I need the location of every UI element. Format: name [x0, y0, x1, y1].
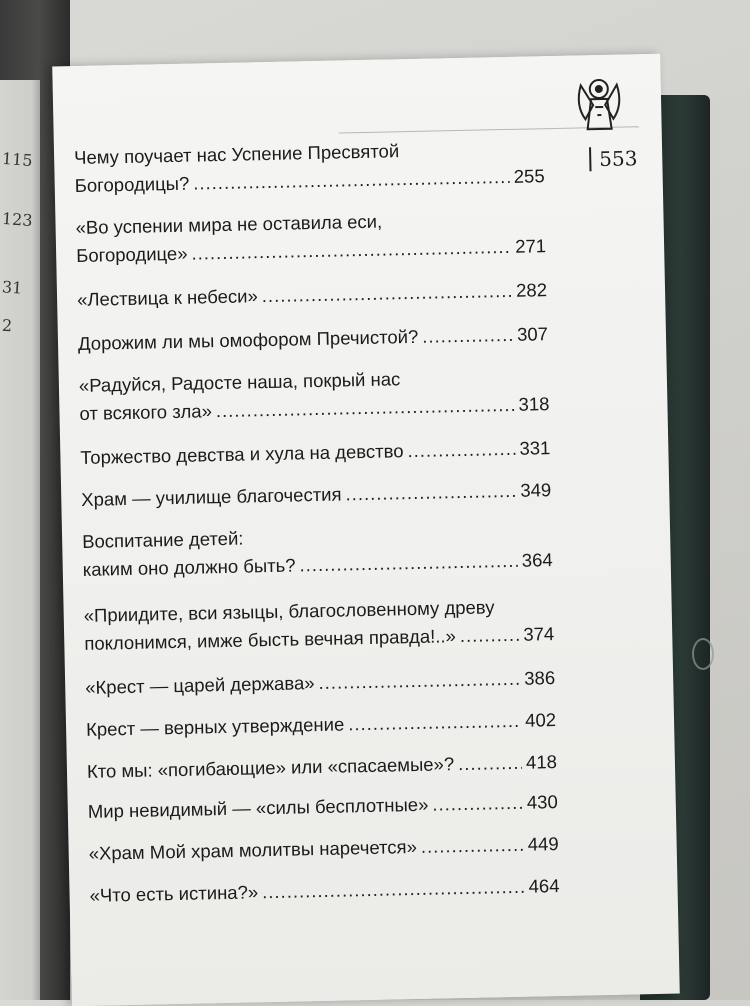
toc-page-number: 271 [514, 235, 547, 257]
toc-entry [81, 476, 551, 514]
toc-title: «Что есть истина?» [89, 881, 259, 906]
toc-page-number: 364 [521, 549, 553, 571]
toc-entry [85, 664, 555, 702]
toc-title: Чему поучает нас Успение Пресвятой [73, 140, 400, 169]
toc-line [77, 276, 547, 314]
leader-dots [422, 321, 513, 351]
toc-title: Мир невидимый — «силы бесплотные» [87, 793, 429, 822]
toc-entry [86, 706, 556, 744]
toc-entry [79, 362, 550, 428]
toc-line [88, 830, 558, 868]
cover-ornament-icon [692, 638, 714, 670]
left-page [0, 80, 40, 1000]
leader-dots [299, 547, 518, 580]
toc-entry [80, 434, 550, 472]
leader-dots [191, 233, 511, 268]
toc-page-number: 307 [516, 323, 549, 345]
toc-title: Торжество девства и хула на девство [80, 440, 404, 468]
toc-page-number: 430 [526, 791, 558, 813]
toc-line [89, 872, 559, 910]
toc-title: от всякого зла» [79, 400, 213, 424]
leader-dots [318, 665, 520, 697]
toc-page-number: 449 [527, 833, 559, 855]
toc-title: «Радуйся, Радосте наша, покрый нас [78, 368, 401, 396]
toc-title: «Приидите, вси языцы, благословенному древу [83, 596, 495, 626]
toc-title: «Лествица к небеси» [76, 285, 259, 310]
leader-dots [216, 391, 515, 425]
toc-entry [88, 830, 558, 868]
toc-title: Богородицы? [74, 172, 190, 197]
toc-title: Воспитание детей: [81, 527, 244, 552]
left-page-number: 2 [1, 315, 13, 336]
toc-page-number: 282 [515, 279, 548, 301]
toc-page-number: 255 [513, 165, 545, 187]
toc-entry [78, 320, 548, 358]
leader-dots [432, 789, 523, 819]
toc-title: каким оно должно быть? [82, 554, 296, 580]
toc-title: Дорожим ли мы омофором Пречистой? [77, 325, 419, 354]
leader-dots [407, 435, 516, 465]
book-page [52, 54, 680, 1006]
toc-line [86, 706, 556, 744]
toc-page-number: 386 [524, 667, 556, 689]
toc-entry [87, 748, 557, 786]
toc-entry [89, 872, 559, 910]
toc-entry [74, 134, 545, 200]
toc-page-number: 464 [528, 875, 560, 897]
toc-page-number: 402 [524, 709, 557, 731]
left-page-number: 115 [1, 148, 34, 171]
toc-line [78, 320, 548, 358]
toc-title: Богородице» [75, 242, 188, 267]
toc-title: Кто мы: «погибающие» или «спасаемые»? [86, 753, 455, 782]
toc-line [80, 434, 550, 472]
page-number: 553 [589, 146, 638, 171]
angel-icon [573, 74, 626, 131]
toc-line [88, 788, 558, 826]
leader-dots [348, 707, 521, 739]
toc-page-number: 374 [523, 623, 555, 645]
toc-line [87, 748, 557, 786]
table-of-contents [74, 134, 560, 910]
toc-page-number: 331 [519, 437, 551, 459]
leader-dots [460, 621, 520, 650]
toc-entry [82, 518, 553, 584]
toc-title: Крест — верных утверждение [85, 713, 345, 740]
toc-title: «Во успении мира не оставила еси, [75, 210, 383, 239]
leader-dots [193, 163, 510, 198]
left-page-number: 123 [1, 208, 34, 231]
toc-line [85, 664, 555, 702]
toc-title: «Крест — царей держава» [85, 672, 315, 698]
toc-title: поклонимся, имже бысть вечная правда!..» [84, 625, 457, 654]
left-page-number: 31 [1, 277, 23, 298]
toc-title: Храм — училище благочестия [81, 483, 342, 510]
toc-page-number: 349 [520, 479, 552, 501]
leader-dots [262, 277, 513, 310]
toc-title: «Храм Мой храм молитвы наречется» [88, 836, 418, 864]
leader-dots [421, 831, 524, 861]
toc-entry [75, 204, 546, 270]
leader-dots [458, 749, 522, 778]
toc-entry [88, 788, 558, 826]
leader-dots [262, 873, 525, 906]
toc-page-number: 418 [525, 751, 558, 773]
toc-line [81, 476, 551, 514]
toc-entry [77, 276, 547, 314]
toc-entry [83, 592, 554, 658]
leader-dots [345, 477, 516, 509]
toc-page-number: 318 [518, 393, 550, 415]
